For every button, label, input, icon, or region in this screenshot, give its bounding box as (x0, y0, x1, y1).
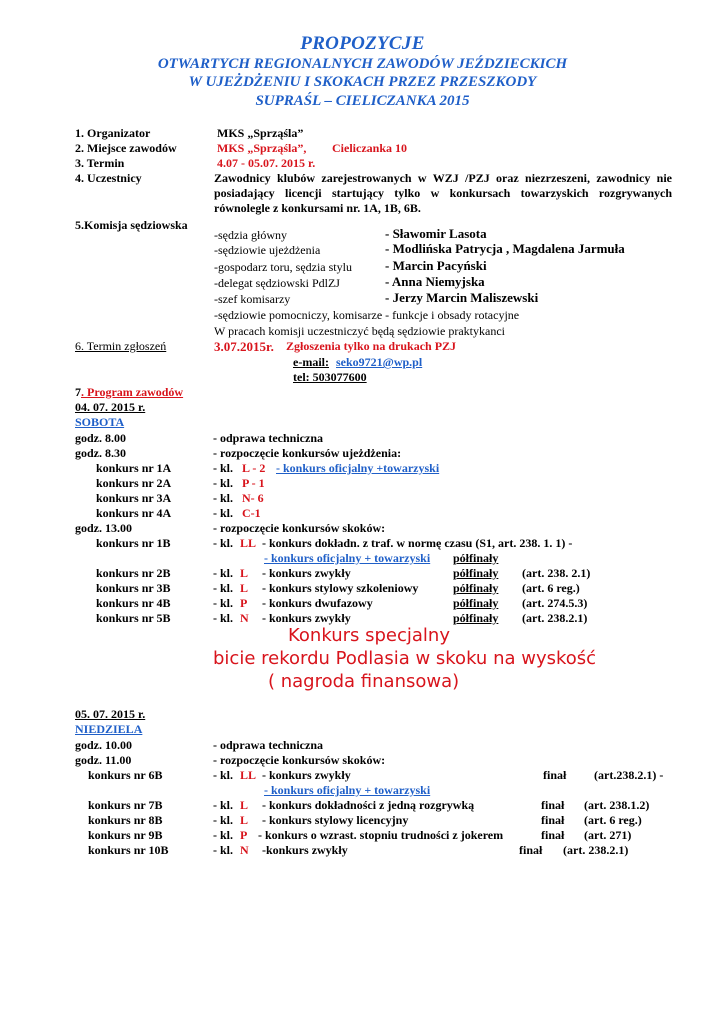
contest-class: - kl. (213, 491, 234, 505)
contest-stage: półfinały (453, 596, 499, 610)
contest-official-link[interactable]: - konkurs oficjalny +towarzyski (276, 461, 440, 475)
contest-number: konkurs nr 8B (88, 813, 163, 827)
schedule-time: godz. 13.00 (75, 521, 132, 535)
jury-role: -szef komisarzy (214, 292, 291, 306)
contest-number: konkurs nr 3A (96, 491, 172, 505)
contest-level: P (240, 828, 248, 842)
schedule-event: - rozpoczęcie konkursów skoków: (213, 521, 386, 535)
contest-stage: półfinały (453, 566, 499, 580)
contest-description: - konkurs o wzrast. stopniu trudności z jokerem (258, 828, 504, 842)
contest-class: - kl. (213, 828, 234, 842)
jury-role: -sędzia główny (214, 228, 287, 242)
contest-number: konkurs nr 6B (88, 768, 163, 782)
jury-practice: W pracach komisji uczestniczyć będą sędziowie praktykanci (214, 324, 505, 338)
jury-assistants: -sędziowie pomocniczy, komisarze - funkcje i obsady rotacyjne (214, 308, 520, 322)
term-label: 3. Termin (75, 156, 125, 170)
title-line-1: PROPOZYCJE (300, 33, 425, 54)
deadline-note: Zgłoszenia tylko na drukach PZJ (286, 339, 457, 353)
contest-article: (art. 274.5.3) (522, 596, 588, 610)
day1-date: 04. 07. 2015 r. (75, 400, 146, 414)
contest-level: N (240, 843, 249, 857)
schedule-event: - rozpoczęcie konkursów ujeżdżenia: (213, 446, 402, 460)
contest-number: konkurs nr 7B (88, 798, 163, 812)
contest-number: konkurs nr 3B (96, 581, 171, 595)
contest-class: - kl. (213, 461, 234, 475)
contest-description: - konkurs dokładności z jedną rozgrywką (262, 798, 475, 812)
phone: tel: 503077600 (293, 370, 367, 384)
contest-level: L (240, 813, 249, 827)
schedule-time: godz. 11.00 (75, 753, 132, 767)
contest-class: - kl. (213, 768, 234, 782)
schedule-time: godz. 10.00 (75, 738, 132, 752)
contest-class: - kl. (213, 566, 234, 580)
contest-description: - konkurs stylowy szkoleniowy (262, 581, 419, 595)
title-line-2: OTWARTYCH REGIONALNYCH ZAWODÓW JEŹDZIECKICH (157, 56, 568, 72)
contest-level: N- 6 (242, 491, 264, 505)
contest-level: N (240, 611, 249, 625)
deadline-label: 6. Termin zgłoszeń (75, 339, 167, 353)
special-contest-subtitle: bicie rekordu Podlasia w skoku na wyskość (213, 648, 597, 669)
schedule-time: godz. 8.30 (75, 446, 126, 460)
organizer-value: MKS „Sprząśla” (217, 126, 304, 140)
day1-name: SOBOTA (75, 415, 125, 429)
contest-number: konkurs nr 2B (96, 566, 171, 580)
contest-class: - kl. (213, 506, 234, 520)
contest-class: - kl. (213, 843, 234, 857)
program-heading (75, 385, 183, 400)
contest-description: - konkurs zwykły (262, 768, 351, 782)
contest-class: - kl. (213, 611, 234, 625)
contest-level: LL (240, 768, 257, 782)
participants-label: 4. Uczestnicy (75, 171, 142, 185)
contest-article: (art. 271) (584, 828, 632, 842)
contest-description: - konkurs zwykły (262, 611, 351, 625)
place-value-2: Cieliczanka 10 (332, 141, 407, 155)
jury-name: - Anna Niemyjska (385, 274, 485, 289)
contest-number: konkurs nr 4B (96, 596, 171, 610)
contest-number: konkurs nr 1A (96, 461, 172, 475)
contest-level: P - 1 (242, 476, 265, 490)
contest-official-link[interactable]: - konkurs oficjalny + towarzyski (264, 783, 431, 797)
schedule-event: - rozpoczęcie konkursów skoków: (213, 753, 386, 767)
title-line-4: SUPRAŚL – CIELICZANKA 2015 (255, 93, 470, 109)
contest-stage: półfinały (453, 611, 499, 625)
contest-level: L - 2 (242, 461, 266, 475)
contest-article: (art. 6 reg.) (522, 581, 580, 595)
contest-class: - kl. (213, 476, 234, 490)
place-value-1: MKS „Sprząśla”, (217, 141, 307, 155)
contest-class: - kl. (213, 798, 234, 812)
contest-article: (art. 238. 2.1) (522, 566, 591, 580)
contest-number: konkurs nr 1B (96, 536, 171, 550)
contest-article: (art. 238.2.1) (563, 843, 629, 857)
special-contest-prize: ( nagroda finansowa) (268, 671, 460, 692)
contest-official-link[interactable]: - konkurs oficjalny + towarzyski (264, 551, 431, 565)
contest-class: - kl. (213, 581, 234, 595)
contest-class: - kl. (213, 536, 234, 550)
contest-stage: finał (519, 843, 543, 857)
contest-stage: finał (541, 813, 565, 827)
contest-stage: finał (541, 798, 565, 812)
title-line-3: W UJEŻDŻENIU I SKOKACH PRZEZ PRZESZKODY (188, 74, 537, 90)
contest-level: L (240, 581, 249, 595)
day2-name: NIEDZIELA (75, 722, 143, 736)
contest-level: L (240, 798, 249, 812)
contest-description: - konkurs dwufazowy (262, 596, 373, 610)
deadline-value: 3.07.2015r. (214, 339, 274, 354)
contest-level: C-1 (242, 506, 261, 520)
contest-description: - konkurs dokładn. z traf. w normę czasu (S1, art. 238. 1. 1) - (262, 536, 573, 550)
organizer-label: 1. Organizator (75, 126, 151, 140)
schedule-event: - odprawa techniczna (213, 738, 323, 752)
contest-number: konkurs nr 9B (88, 828, 163, 842)
jury-name: - Modlińska Patrycja , Magdalena Jarmuła (385, 241, 625, 256)
contest-number: konkurs nr 10B (88, 843, 169, 857)
participants-value: Zawodnicy klubów zarejestrowanych w WZJ /PZJ oraz niezrzeszeni, zawodnicy nie posiadający licencji startujący tylko w konkursach towarzyskich rozgrywanych równolegle z konkursami nr. 1A, 1B, 6B. (214, 171, 672, 215)
jury-name: - Jerzy Marcin Maliszewski (385, 290, 539, 305)
contest-article: (art.238.2.1) - (594, 768, 664, 782)
jury-label: 5.Komisja sędziowska (75, 218, 188, 232)
email-link[interactable]: seko9721@wp.pl (336, 355, 423, 369)
term-value: 4.07 - 05.07. 2015 r. (217, 156, 316, 170)
schedule-time: godz. 8.00 (75, 431, 126, 445)
contest-article: (art. 238.1.2) (584, 798, 650, 812)
special-contest-title: Konkurs specjalny (288, 625, 450, 646)
jury-role: -delegat sędziowski PdlZJ (214, 276, 340, 290)
jury-role: -sędziowie ujeżdżenia (214, 243, 321, 257)
contest-stage: finał (541, 828, 565, 842)
contest-class: - kl. (213, 813, 234, 827)
email-label: e-mail: (293, 355, 329, 369)
contest-stage: finał (543, 768, 567, 782)
contest-article: (art. 238.2.1) (522, 611, 588, 625)
contest-description: - konkurs zwykły (262, 566, 351, 580)
contest-number: konkurs nr 5B (96, 611, 171, 625)
program-heading-text: . Program zawodów (81, 385, 184, 399)
contest-level: L (240, 566, 249, 580)
contest-class: - kl. (213, 596, 234, 610)
day2-date: 05. 07. 2015 r. (75, 707, 146, 721)
contest-stage: półfinały (453, 551, 499, 565)
jury-role: -gospodarz toru, sędzia stylu (214, 260, 352, 274)
jury-name: - Sławomir Lasota (385, 226, 487, 241)
place-label: 2. Miejsce zawodów (75, 141, 177, 155)
contest-number: konkurs nr 2A (96, 476, 172, 490)
contest-level: P (240, 596, 248, 610)
contest-number: konkurs nr 4A (96, 506, 172, 520)
contest-article: (art. 6 reg.) (584, 813, 642, 827)
contest-stage: półfinały (453, 581, 499, 595)
contest-level: LL (240, 536, 257, 550)
contest-description: -konkurs zwykły (262, 843, 348, 857)
contest-description: - konkurs stylowy licencyjny (262, 813, 409, 827)
program-heading-number: 7 (75, 385, 81, 399)
schedule-event: - odprawa techniczna (213, 431, 323, 445)
jury-name: - Marcin Pacyński (385, 258, 487, 273)
